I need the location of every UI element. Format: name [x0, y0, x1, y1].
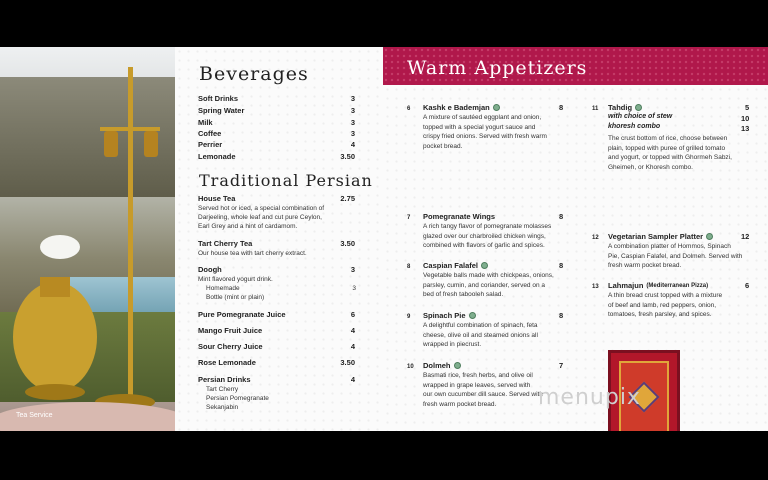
item-description: Our house tea with tart cherry extract. [198, 250, 307, 257]
traditional-heading: Traditional Persian [199, 171, 373, 190]
menu-item: Pure Pomegranate Juice 6 [198, 310, 355, 319]
item-price: 5 [745, 103, 750, 112]
item-number: 11 [592, 106, 599, 112]
item-price: 7 [559, 361, 564, 370]
menu-page [0, 47, 768, 431]
menu-item-lahmajun: Lahmajun (Mediterranean Pizza) A thin bread crust topped with a mixture of beef and lamb, red peppers, onion, tomatoes, fresh parsley, and spices. [608, 281, 723, 318]
menu-item: Soft Drinks 3 [198, 94, 355, 103]
menu-item: Spring Water 3 [198, 106, 355, 115]
samovar-image [0, 47, 175, 431]
item-price: 13 [741, 124, 750, 133]
watermark: menupix [538, 385, 641, 410]
vegetarian-icon [469, 312, 476, 319]
item-price: 12 [741, 232, 750, 241]
item-price: 8 [559, 212, 564, 221]
menu-item-spinach-pie: Spinach Pie A delightful combination of spinach, feta cheese, olive oil and steamed onions all wrapped in piecrust. [423, 311, 538, 348]
menu-item-house-tea: House Tea 2.75 [198, 194, 355, 203]
menu-item-doogh: Doogh 3 [198, 265, 355, 274]
item-description: Mint flavored yogurt drink. [198, 276, 273, 283]
vegetarian-icon [493, 104, 500, 111]
item-number: 7 [407, 215, 411, 221]
menu-item-sampler: Vegetarian Sampler Platter A combination platter of Hommos, Spinach Pie, Caspian Falafel, and Dolmeh. Served with fresh warm pocket bread. [608, 232, 743, 269]
item-price: 8 [559, 261, 564, 270]
item-number: 9 [407, 314, 411, 320]
item-number: 6 [407, 106, 411, 112]
vegetarian-icon [454, 362, 461, 369]
menu-item-persian-drinks: Persian Drinks 4 [198, 375, 355, 384]
item-price: 10 [741, 114, 750, 123]
menu-item-tahdig: Tahdig with choice of stew khoresh combo The crust bottom of rice, choose between plain, topped with puree of grilled tomato and yogurt, or topped with Ghormeh Sabzi, Gheimeh, or Khoresh combo. [608, 103, 732, 171]
menu-item-wings: Pomegranate Wings A rich tangy flavor of pomegranate molasses glazed over our charbroiled chicken wings, combined with flavors of garlic and spices. [423, 212, 552, 249]
item-option: Persian Pomegranate [206, 395, 269, 402]
menu-item: Mango Fruit Juice 4 [198, 326, 355, 335]
appetizers-heading: Warm Appetizers [407, 57, 588, 79]
item-option: Sekanjabin [206, 404, 239, 411]
item-number: 8 [407, 264, 411, 270]
menu-item-tart-cherry-tea: Tart Cherry Tea 3.50 [198, 239, 355, 248]
menu-item: Rose Lemonade 3.50 [198, 358, 355, 367]
item-description: Earl Grey and a hint of cardamom. [198, 223, 298, 230]
menu-item: Coffee 3 [198, 129, 355, 138]
item-option: Bottle (mint or plain) [206, 294, 265, 301]
menu-item-kashk: Kashk e Bademjan A mixture of sautéed eggplant and onion, topped with a special yogurt sauce and crispy fried onions. Served with fresh warm pocket bread. [423, 103, 547, 150]
vegetarian-icon [706, 233, 713, 240]
appetizers-header [383, 47, 768, 85]
item-number: 10 [407, 364, 414, 370]
item-price: 8 [559, 311, 564, 320]
beverages-panel [175, 47, 383, 431]
item-option: Homemade 3 [206, 285, 356, 292]
photo-caption: Tea Service [16, 412, 53, 419]
menu-item: Milk 3 [198, 118, 355, 127]
item-price: 6 [745, 281, 750, 290]
item-option: Tart Cherry [206, 386, 239, 393]
tea-service-photo [0, 47, 175, 431]
appetizers-panel [383, 85, 768, 431]
vegetarian-icon [481, 262, 488, 269]
vegetarian-icon [635, 104, 642, 111]
menu-item: Sour Cherry Juice 4 [198, 342, 355, 351]
menu-item-dolmeh: Dolmeh Basmati rice, fresh herbs, and olive oil wrapped in grape leaves, served with our own cucumber dill sauce. Served with fresh warm pocket bread. [423, 361, 543, 408]
menu-item: Lemonade 3.50 [198, 152, 355, 161]
item-description: Served hot or iced, a special combination of [198, 205, 325, 212]
item-number: 12 [592, 235, 599, 241]
menu-item-falafel: Caspian Falafel Vegetable balls made with chickpeas, onions, parsley, cumin, and coriander, served on a bed of fresh tabooleh salad. [423, 261, 554, 298]
item-number: 13 [592, 284, 599, 290]
menu-item: Perrier 4 [198, 140, 355, 149]
item-price: 8 [559, 103, 564, 112]
beverages-heading: Beverages [199, 63, 309, 85]
item-description: Darjeeling, whole leaf and cut pure Ceylon, [198, 214, 322, 221]
